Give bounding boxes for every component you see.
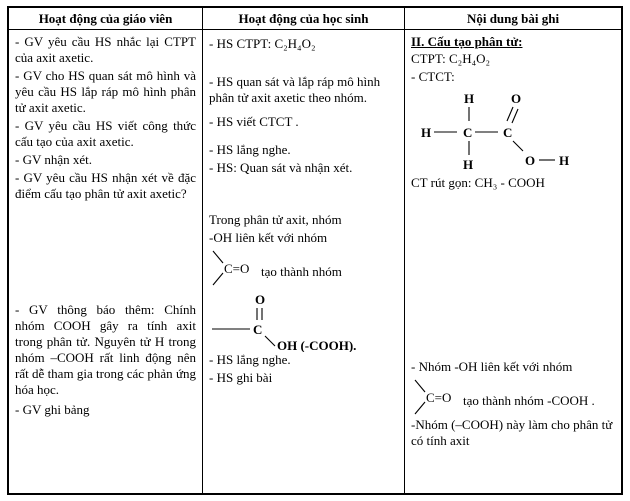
- teacher-activity-item: - GV yêu cầu HS viết công thức cấu tạo của axit axetic.: [15, 118, 196, 149]
- caption-tao-thanh-nhom-cooh: tạo thành nhóm -COOH .: [463, 393, 595, 408]
- teacher-activity-item: - GV thông báo thêm: Chính nhóm COOH gây ra tính axit trong phân tử. Nguyên tử H trong nhóm –COOH rất linh động nên rất dễ tham gia trong các phản ứng hóa học.: [15, 302, 196, 397]
- student-activity-item: - HS lắng nghe.: [209, 142, 291, 157]
- teacher-activity-item: - GV yêu cầu HS nhận xét về đặc điểm cấu tạo phân tử axit axetic?: [15, 170, 196, 201]
- lesson-content-cell: [405, 30, 621, 493]
- carbonyl-label: C=O: [426, 390, 452, 405]
- bond: [415, 380, 425, 392]
- caption-tao-thanh-nhom: tạo thành nhóm: [261, 264, 342, 279]
- teacher-activities-cell: [9, 30, 203, 493]
- bond: [213, 251, 223, 263]
- col-header-student-activities: Hoạt động của học sinh: [203, 8, 405, 30]
- bond: [213, 273, 223, 285]
- acetic-acid-structural-formula: [415, 87, 595, 175]
- hydrogen-atom: H: [559, 153, 570, 168]
- bond: [265, 336, 275, 346]
- bond: [415, 402, 425, 414]
- acid-group-explanation: [209, 212, 398, 246]
- hydrogen-atom: H: [463, 157, 474, 172]
- bond: [513, 141, 523, 151]
- student-activity-item: - HS quan sát và lắp ráp mô hình phân tử axit axetic theo nhóm.: [209, 74, 381, 105]
- carbonyl-fragment-row: [209, 248, 398, 288]
- col-header-teacher-activities: Hoạt động của giáo viên: [9, 8, 203, 30]
- carbonyl-label: C=O: [224, 261, 250, 276]
- student-activity-item: - HS viết CTCT .: [209, 114, 299, 129]
- teacher-activity-item: - GV nhận xét.: [15, 152, 93, 167]
- student-activity-item: - HS: Quan sát và nhận xét.: [209, 160, 353, 175]
- oxygen-atom: O: [525, 153, 536, 168]
- carbon-atom: C: [503, 125, 513, 140]
- carbonyl-fragment-row: [411, 377, 615, 417]
- double-bond: [507, 107, 513, 121]
- oxygen-atom: O: [511, 91, 522, 106]
- oxygen-atom: O: [255, 292, 266, 307]
- content-line: -Nhóm (–COOH) này làm cho phân tử có tính axit: [411, 417, 613, 448]
- condensed-formula-line: CT rút gọn: CH₃ - COOH: [411, 175, 545, 190]
- col-header-lesson-content: Nội dung bài ghi: [405, 8, 621, 30]
- student-activity-item: - HS ghi bài: [209, 370, 273, 385]
- teacher-activity-item: - GV cho HS quan sát mô hình và yêu cầu HS lắp ráp mô hình phân tử axit axetic.: [15, 68, 196, 115]
- hydrogen-atom: H: [421, 125, 432, 140]
- explanation-line: -OH liên kết với nhóm: [209, 230, 328, 245]
- section-heading: II. Cấu tạo phân tử:: [411, 34, 523, 49]
- teacher-activities-lower-block: [15, 302, 196, 418]
- content-line: - Nhóm -OH liên kết với nhóm: [411, 359, 573, 374]
- lesson-content-lower-block: [411, 359, 615, 449]
- carbon-atom: C: [463, 125, 473, 140]
- carbonyl-group-structure: [209, 248, 257, 288]
- student-activity-item: - HS CTPT: C₂H₄O₂: [209, 36, 316, 51]
- hydroxyl-cooh-label: OH (-COOH).: [277, 338, 357, 352]
- carboxyl-fragment-row: [209, 290, 398, 352]
- student-activities-cell: [203, 30, 405, 493]
- carboxyl-group-structure: [209, 290, 369, 352]
- student-activity-item: - HS lắng nghe.: [209, 352, 291, 367]
- carbon-atom: C: [253, 322, 263, 337]
- hydrogen-atom: H: [464, 91, 475, 106]
- explanation-line: Trong phân tử axit, nhóm: [209, 212, 342, 227]
- lesson-plan-table: [7, 6, 623, 495]
- double-bond: [512, 109, 518, 123]
- structural-formula-label: - CTCT:: [411, 69, 455, 84]
- molecular-formula-line: CTPT: C₂H₄O₂: [411, 51, 491, 66]
- teacher-activity-item: - GV ghi bảng: [15, 402, 90, 417]
- carbonyl-group-structure: [411, 377, 459, 417]
- teacher-activity-item: - GV yêu cầu HS nhắc lại CTPT của axit axetic.: [15, 34, 196, 65]
